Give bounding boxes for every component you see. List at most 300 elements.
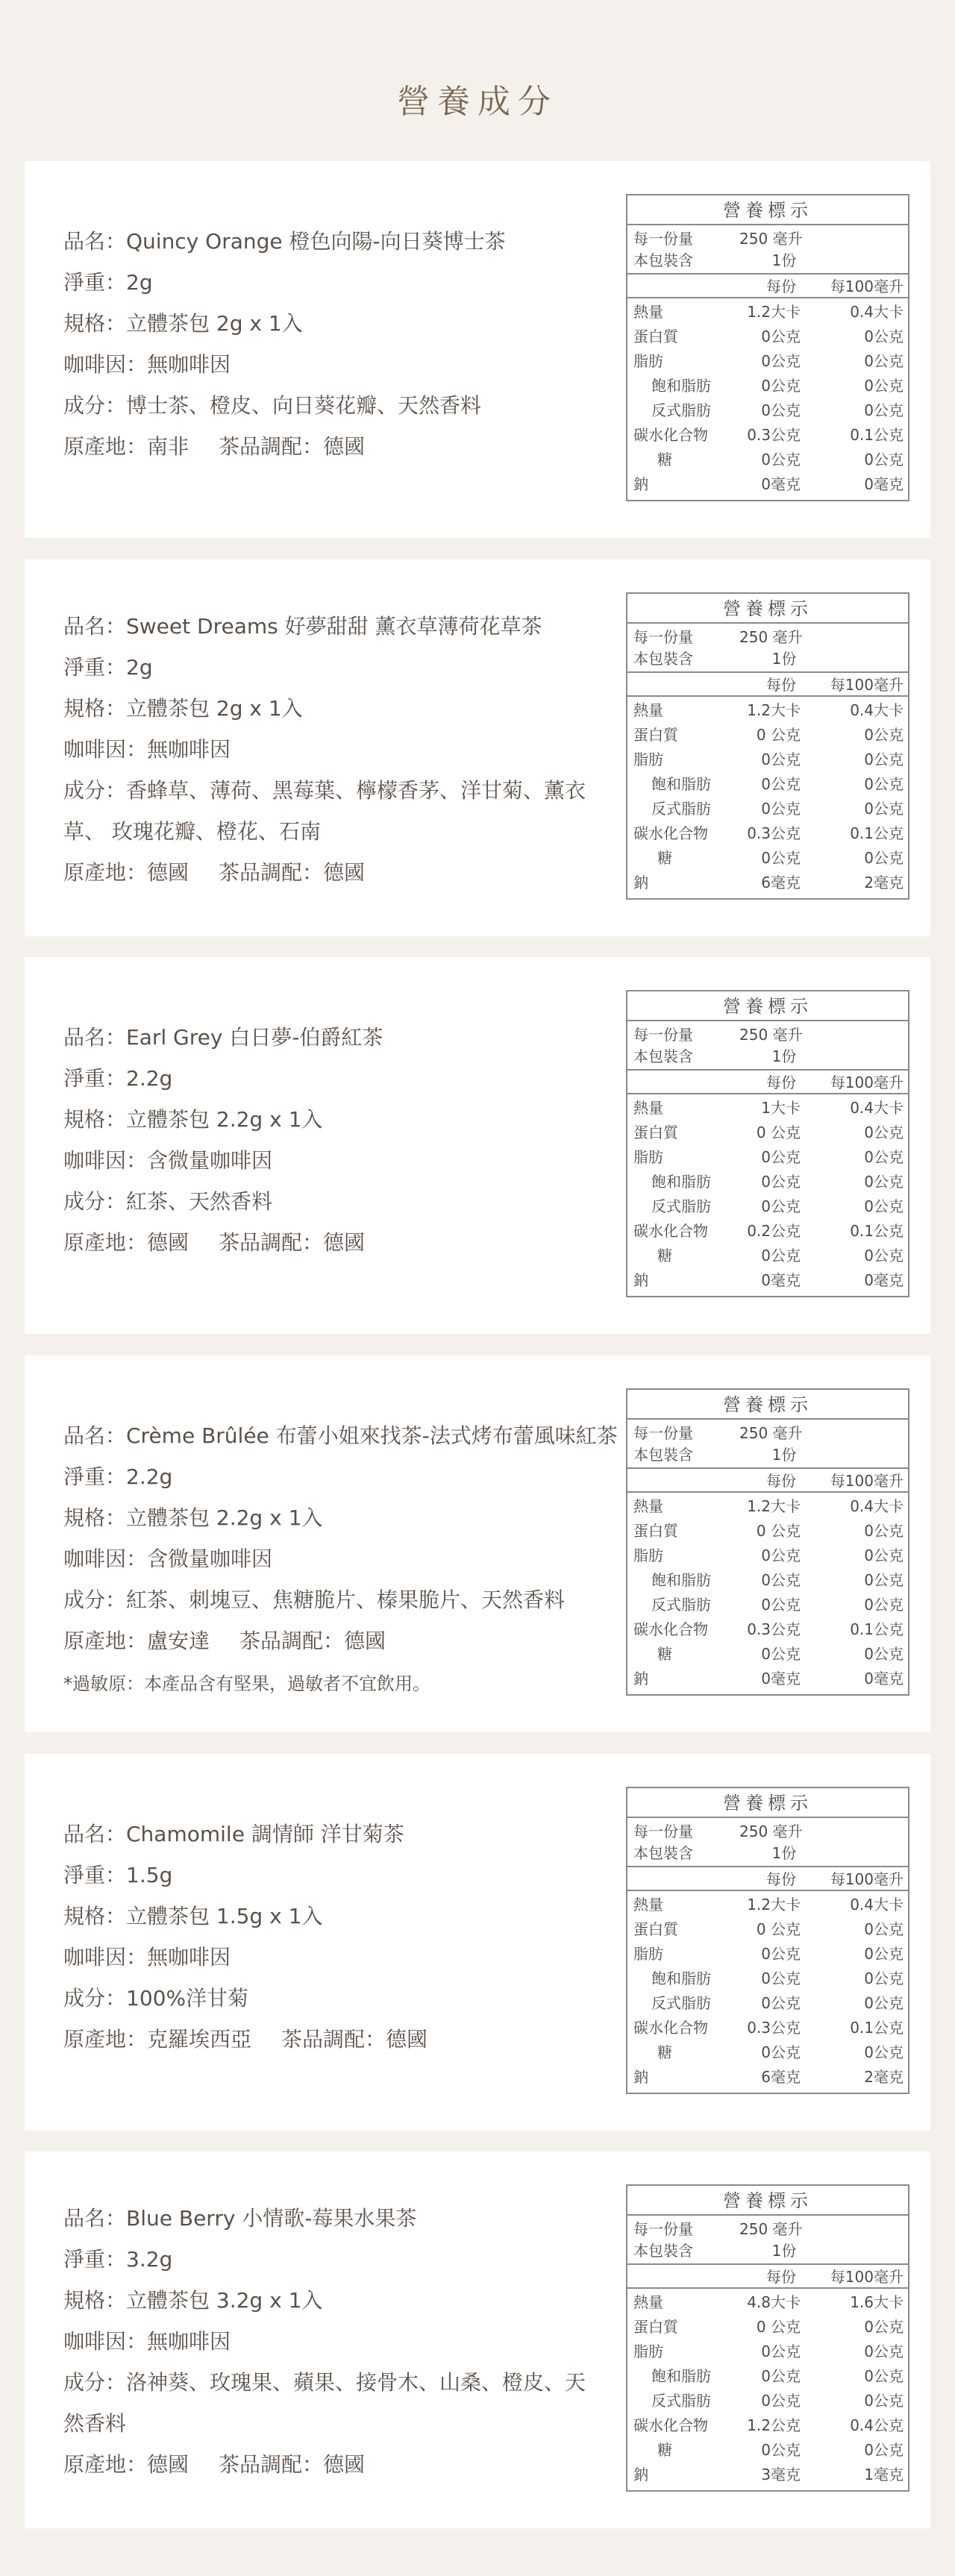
per-100ml-value: 0公克 [864,328,904,345]
nutrient-name: 熱量 [633,1896,663,1914]
nutrition-row [627,821,908,846]
product-spec-line: 咖啡因：無咖啡因 [63,352,231,377]
nutrition-row [627,325,908,349]
nutrition-row [627,2016,908,2040]
nutrition-title: 營養標示 [627,1788,908,1818]
per-serving-value: 0公克 [761,1994,801,2012]
nutrition-row [627,448,908,472]
per-100ml-value: 0公克 [864,726,904,744]
serving-size-value: 250 毫升 [739,2220,803,2238]
nutrition-table [626,990,909,1297]
product-spec-line: 淨重：2g [63,655,153,680]
per-100ml-value: 0公克 [864,800,904,818]
per-100ml-value: 2毫克 [864,2068,904,2086]
per-serving-value: 0 公克 [756,2318,801,2336]
nutrient-name: 蛋白質 [633,1920,678,1938]
servings-value: 1份 [771,1844,797,1862]
origin-line [63,1620,601,1661]
per-serving-value: 0.3公克 [747,824,801,842]
per-100ml-value: 0公克 [864,2043,904,2061]
product-spec-line: 規格：立體茶包 1.5g x 1入 [63,1904,323,1928]
nutrition-row [627,2040,908,2065]
nutrition-row [627,1145,908,1170]
nutrition-row [627,1194,908,1219]
nutrition-row [627,398,908,423]
per-serving-value: 0.2公克 [747,1222,801,1240]
blend-text: 茶品調配：德國 [239,1629,386,1653]
per-serving-value: 4.8大卡 [747,2293,801,2311]
nutrition-title: 營養標示 [627,991,908,1021]
per-serving-value: 0公克 [761,2043,801,2061]
col-per-serving: 每份 [766,1870,796,1888]
servings-label: 本包裝含 [633,650,693,668]
serving-size-label: 每一份量 [633,1823,693,1840]
product-spec-line: 品名：Quincy Orange 橙色向陽-向日葵博士茶 [63,229,506,254]
per-serving-value: 0公克 [761,2392,801,2410]
nutrient-name: 飽和脂肪 [651,1173,711,1191]
nutrient-name: 糖 [657,451,672,468]
nutrition-row [627,1219,908,1244]
nutrition-row [627,1593,908,1617]
serving-size-value: 250 毫升 [739,1424,803,1442]
per-100ml-value: 0公克 [864,1148,904,1166]
per-serving-value: 1.2大卡 [747,1497,801,1515]
nutrition-row [627,1244,908,1268]
serving-size-value: 250 毫升 [739,230,803,248]
product-spec-line: 成分：紅茶、天然香料 [63,1189,273,1214]
nutrition-title: 營養標示 [627,1390,908,1420]
per-serving-value: 0公克 [761,1945,801,1963]
servings-label: 本包裝含 [633,1047,693,1065]
per-100ml-value: 0.1公克 [850,824,904,842]
per-100ml-value: 0公克 [864,1522,904,1540]
nutrient-name: 脂肪 [633,1945,663,1963]
servings-value: 1份 [771,1047,797,1065]
nutrient-name: 反式脂肪 [651,1197,711,1215]
nutrient-name: 碳水化合物 [633,1620,708,1638]
per-100ml-value: 0.4大卡 [850,1896,904,1914]
nutrition-row [627,2438,908,2463]
nutrition-row [627,698,908,723]
nutrition-row [627,1268,908,1293]
product-spec-line: 咖啡因：無咖啡因 [63,737,231,762]
product-spec-line: 淨重：2.2g [63,1066,173,1091]
per-100ml-value: 0公克 [864,377,904,395]
product-info [63,606,601,893]
origin-text: 原產地：盧安達 [63,1629,210,1653]
nutrient-name: 飽和脂肪 [651,1571,711,1589]
product-spec-line: 規格：立體茶包 2g x 1入 [63,696,303,721]
per-serving-value: 0公克 [761,451,801,468]
per-100ml-value: 0公克 [864,1546,904,1564]
nutrition-row [627,1667,908,1691]
origin-line [63,852,601,893]
nutrient-name: 鈉 [633,2466,648,2483]
per-100ml-value: 0公克 [864,401,904,419]
nutrition-row [627,2389,908,2413]
nutrition-row [627,1617,908,1642]
product-spec-line: 成分：紅茶、刺塊豆、焦糖脆片、榛果脆片、天然香料 [63,1588,566,1612]
nutrient-name: 飽和脂肪 [651,1969,711,1987]
col-per-100ml: 每100毫升 [830,1472,904,1490]
nutrient-name: 蛋白質 [633,2318,678,2336]
nutrition-row [627,374,908,398]
nutrient-name: 糖 [657,849,672,867]
serving-size-label: 每一份量 [633,2220,693,2238]
origin-line [63,2444,601,2485]
nutrition-row [627,300,908,325]
nutrition-row [627,2364,908,2389]
nutrition-row [627,1121,908,1145]
product-spec-line: 品名：Crème Brûlée 布蕾小姐來找茶-法式烤布蕾風味紅茶 [63,1423,618,1448]
serving-size-label: 每一份量 [633,628,693,646]
origin-text: 原產地：克羅埃西亞 [63,2027,252,2052]
per-serving-value: 0公克 [761,1173,801,1191]
col-per-100ml: 每100毫升 [830,1074,904,1091]
per-serving-value: 0 公克 [756,1522,801,1540]
product-info [63,1814,601,2060]
product-card [25,560,930,936]
nutrient-name: 碳水化合物 [633,2019,708,2037]
product-spec-line: 淨重：3.2g [63,2247,173,2272]
nutrition-row [627,1544,908,1568]
product-spec-line: 淨重：2g [63,270,153,295]
col-per-serving: 每份 [766,1074,796,1091]
nutrition-row [627,2340,908,2364]
product-spec-line: 淨重：2.2g [63,1464,173,1489]
per-100ml-value: 0公克 [864,2342,904,2360]
per-serving-value: 1.2大卡 [747,701,801,719]
product-spec-line: 咖啡因：無咖啡因 [63,1945,231,1969]
serving-size-value: 250 毫升 [739,1026,803,1044]
servings-label: 本包裝含 [633,1446,693,1464]
product-card [25,957,930,1334]
nutrition-table [626,1787,909,2094]
per-serving-value: 0 公克 [756,1124,801,1141]
nutrient-name: 飽和脂肪 [651,377,711,395]
product-spec-line: 規格：立體茶包 2.2g x 1入 [63,1107,323,1132]
nutrient-name: 反式脂肪 [651,1596,711,1614]
per-100ml-value: 0.1公克 [850,426,904,444]
product-spec-line: 咖啡因：含微量咖啡因 [63,1546,273,1571]
nutrition-row [627,1096,908,1121]
origin-text: 原產地：德國 [63,1230,190,1255]
nutrient-name: 熱量 [633,2293,663,2311]
nutrient-name: 糖 [657,2441,672,2459]
per-serving-value: 0公克 [761,2441,801,2459]
nutrition-row [627,2463,908,2487]
nutrition-row [627,1642,908,1667]
per-100ml-value: 0公克 [864,849,904,867]
nutrient-name: 碳水化合物 [633,824,708,842]
nutrition-row [627,2065,908,2090]
nutrient-name: 熱量 [633,1497,663,1515]
nutrient-name: 熱量 [633,1099,663,1117]
nutrient-name: 鈉 [633,2068,648,2086]
per-100ml-value: 0公克 [864,2367,904,2385]
nutrition-row [627,723,908,748]
nutrition-table [626,1388,909,1696]
allergy-warning: *過敏原：本產品含有堅果，過敏者不宜飲用。 [63,1673,430,1694]
per-100ml-value: 0公克 [864,1920,904,1938]
nutrient-name: 飽和脂肪 [651,2367,711,2385]
nutrient-name: 糖 [657,2043,672,2061]
per-100ml-value: 0.4大卡 [850,1099,904,1117]
nutrient-name: 蛋白質 [633,726,678,744]
nutrient-name: 鈉 [633,475,648,493]
per-serving-value: 0.3公克 [747,1620,801,1638]
per-serving-value: 6毫克 [761,874,801,891]
col-per-serving: 每份 [766,676,796,694]
serving-size-label: 每一份量 [633,230,693,248]
nutrient-name: 反式脂肪 [651,800,711,818]
nutrition-table [626,2184,909,2492]
per-serving-value: 0公克 [761,1969,801,1987]
nutrient-name: 脂肪 [633,750,663,768]
per-100ml-value: 0.1公克 [850,2019,904,2037]
nutrition-title: 營養標示 [627,2186,908,2216]
per-serving-value: 6毫克 [761,2068,801,2086]
per-100ml-value: 1毫克 [864,2466,904,2483]
per-100ml-value: 0毫克 [864,1670,904,1687]
nutrient-name: 蛋白質 [633,1124,678,1141]
nutrient-name: 碳水化合物 [633,1222,708,1240]
per-serving-value: 0公克 [761,1148,801,1166]
product-spec-line: 品名：Blue Berry 小情歌-莓果水果茶 [63,2206,417,2231]
servings-label: 本包裝含 [633,251,693,269]
blend-text: 茶品調配：德國 [219,1230,366,1255]
nutrient-name: 脂肪 [633,352,663,370]
origin-text: 原產地：南非 [63,434,190,459]
per-serving-value: 0 公克 [756,726,801,744]
product-info [63,2198,601,2485]
product-spec-line: 成分：100%洋甘菊 [63,1986,249,2011]
nutrition-table [626,592,909,900]
nutrition-title: 營養標示 [627,594,908,624]
serving-size-value: 250 毫升 [739,1823,803,1840]
serving-size-label: 每一份量 [633,1026,693,1044]
per-serving-value: 0公克 [761,2342,801,2360]
per-100ml-value: 0公克 [864,1969,904,1987]
per-serving-value: 0公克 [761,849,801,867]
page-title: 營養成分 [397,83,558,121]
per-serving-value: 0毫克 [761,475,801,493]
per-100ml-value: 0毫克 [864,475,904,493]
per-100ml-value: 0公克 [864,2318,904,2336]
nutrient-name: 蛋白質 [633,328,678,345]
col-per-100ml: 每100毫升 [830,2268,904,2286]
per-100ml-value: 0公克 [864,2392,904,2410]
nutrition-row [627,1519,908,1544]
nutrition-row [627,1893,908,1917]
per-100ml-value: 0公克 [864,2441,904,2459]
nutrition-row [627,2315,908,2340]
blend-text: 茶品調配：德國 [219,860,366,885]
nutrient-name: 鈉 [633,874,648,891]
product-card [25,161,930,538]
product-spec-line: 品名：Chamomile 調情師 洋甘菊茶 [63,1822,404,1846]
nutrient-name: 蛋白質 [633,1522,678,1540]
per-100ml-value: 0公克 [864,1173,904,1191]
nutrition-row [627,1917,908,1942]
nutrition-row [627,748,908,772]
per-100ml-value: 0.4大卡 [850,303,904,321]
servings-value: 1份 [771,251,797,269]
nutrition-table [626,194,909,501]
nutrient-name: 反式脂肪 [651,401,711,419]
nutrient-name: 碳水化合物 [633,2416,708,2434]
product-spec-line: 淨重：1.5g [63,1863,173,1887]
per-serving-value: 0公克 [761,1197,801,1215]
nutrient-name: 脂肪 [633,1546,663,1564]
product-info [63,221,601,467]
col-per-serving: 每份 [766,278,796,295]
per-100ml-value: 0公克 [864,352,904,370]
per-serving-value: 1大卡 [761,1099,801,1117]
per-serving-value: 0公克 [761,1571,801,1589]
nutrient-name: 碳水化合物 [633,426,708,444]
per-serving-value: 0公克 [761,1247,801,1265]
nutrition-row [627,1494,908,1519]
per-100ml-value: 0公克 [864,1571,904,1589]
origin-text: 原產地：德國 [63,2452,190,2477]
per-serving-value: 0公克 [761,2367,801,2385]
per-serving-value: 0公克 [761,775,801,793]
per-100ml-value: 0.1公克 [850,1222,904,1240]
per-100ml-value: 0.4大卡 [850,701,904,719]
per-100ml-value: 0公克 [864,1124,904,1141]
per-100ml-value: 0公克 [864,750,904,768]
serving-size-label: 每一份量 [633,1424,693,1442]
servings-value: 1份 [771,1446,797,1464]
servings-label: 本包裝含 [633,2242,693,2260]
col-per-serving: 每份 [766,2268,796,2286]
nutrient-name: 反式脂肪 [651,1994,711,2012]
blend-text: 茶品調配：德國 [219,2452,366,2477]
per-100ml-value: 0公克 [864,1945,904,1963]
serving-size-value: 250 毫升 [739,628,803,646]
per-serving-value: 1.2大卡 [747,1896,801,1914]
nutrient-name: 糖 [657,1645,672,1663]
per-serving-value: 1.2大卡 [747,303,801,321]
per-serving-value: 1.2公克 [747,2416,801,2434]
origin-text: 原產地：德國 [63,860,190,885]
per-100ml-value: 0公克 [864,1596,904,1614]
per-100ml-value: 0.4大卡 [850,1497,904,1515]
per-serving-value: 0 公克 [756,1920,801,1938]
col-per-serving: 每份 [766,1472,796,1490]
servings-value: 1份 [771,2242,797,2260]
col-per-100ml: 每100毫升 [830,278,904,295]
nutrition-row [627,1568,908,1593]
per-100ml-value: 0.4公克 [850,2416,904,2434]
nutrition-row [627,772,908,797]
nutrition-row [627,1991,908,2016]
product-spec-line: 咖啡因：無咖啡因 [63,2329,231,2354]
per-100ml-value: 0.1公克 [850,1620,904,1638]
nutrition-row [627,846,908,871]
servings-label: 本包裝含 [633,1844,693,1862]
product-info [63,1415,618,1706]
nutrition-row [627,1942,908,1967]
nutrition-row [627,423,908,448]
per-serving-value: 0公克 [761,1596,801,1614]
per-serving-value: 0公克 [761,1546,801,1564]
nutrient-name: 反式脂肪 [651,2392,711,2410]
per-100ml-value: 0公克 [864,451,904,468]
product-spec-line: 成分：博士茶、橙皮、向日葵花瓣、天然香料 [63,393,482,418]
product-card [25,1754,930,2131]
blend-text: 茶品調配：德國 [281,2027,428,2052]
per-serving-value: 0公克 [761,377,801,395]
product-card [25,1356,930,1732]
nutrition-row [627,349,908,374]
per-100ml-value: 1.6大卡 [850,2293,904,2311]
nutrient-name: 脂肪 [633,2342,663,2360]
per-serving-value: 0毫克 [761,1271,801,1289]
product-spec-line: 品名：Sweet Dreams 好夢甜甜 薰衣草薄荷花草茶 [63,614,542,639]
nutrition-row [627,871,908,895]
per-100ml-value: 2毫克 [864,874,904,891]
product-spec-line: 規格：立體茶包 2.2g x 1入 [63,1505,323,1530]
per-serving-value: 0公克 [761,328,801,345]
per-100ml-value: 0公克 [864,1247,904,1265]
product-spec-line: 成分：洛神葵、玫瑰果、蘋果、接骨木、山桑、橙皮、天然香料 [63,2370,586,2436]
origin-line [63,1222,601,1263]
per-serving-value: 0.3公克 [747,2019,801,2037]
origin-line [63,2019,601,2060]
per-serving-value: 0公克 [761,401,801,419]
servings-value: 1份 [771,650,797,668]
per-serving-value: 0公克 [761,1645,801,1663]
nutrition-row [627,1967,908,1991]
product-spec-line: 規格：立體茶包 3.2g x 1入 [63,2288,323,2313]
per-100ml-value: 0毫克 [864,1271,904,1289]
per-serving-value: 0.3公克 [747,426,801,444]
per-serving-value: 3毫克 [761,2466,801,2483]
nutrient-name: 熱量 [633,701,663,719]
origin-line [63,426,601,467]
per-serving-value: 0公克 [761,750,801,768]
product-card [25,2152,930,2528]
per-100ml-value: 0公克 [864,775,904,793]
nutrient-name: 飽和脂肪 [651,775,711,793]
nutrient-name: 鈉 [633,1271,648,1289]
nutrient-name: 糖 [657,1247,672,1265]
per-serving-value: 0公克 [761,800,801,818]
per-serving-value: 0公克 [761,352,801,370]
nutrition-row [627,797,908,821]
product-spec-line: 品名：Earl Grey 白日夢-伯爵紅茶 [63,1025,383,1050]
product-spec-line: 成分：香蜂草、薄荷、黑莓葉、檸檬香茅、洋甘菊、薰衣草、 玫瑰花瓣、橙花、石南 [63,778,586,844]
nutrition-row [627,1170,908,1194]
nutrition-row [627,2413,908,2438]
product-spec-line: 規格：立體茶包 2g x 1入 [63,311,303,336]
nutrition-row [627,2290,908,2315]
blend-text: 茶品調配：德國 [219,434,366,459]
nutrient-name: 鈉 [633,1670,648,1687]
per-100ml-value: 0公克 [864,1994,904,2012]
product-spec-line: 咖啡因：含微量咖啡因 [63,1148,273,1173]
col-per-100ml: 每100毫升 [830,1870,904,1888]
product-info [63,1017,601,1263]
nutrient-name: 熱量 [633,303,663,321]
col-per-100ml: 每100毫升 [830,676,904,694]
nutrition-row [627,472,908,497]
per-serving-value: 0毫克 [761,1670,801,1687]
per-100ml-value: 0公克 [864,1197,904,1215]
nutrition-title: 營養標示 [627,195,908,225]
